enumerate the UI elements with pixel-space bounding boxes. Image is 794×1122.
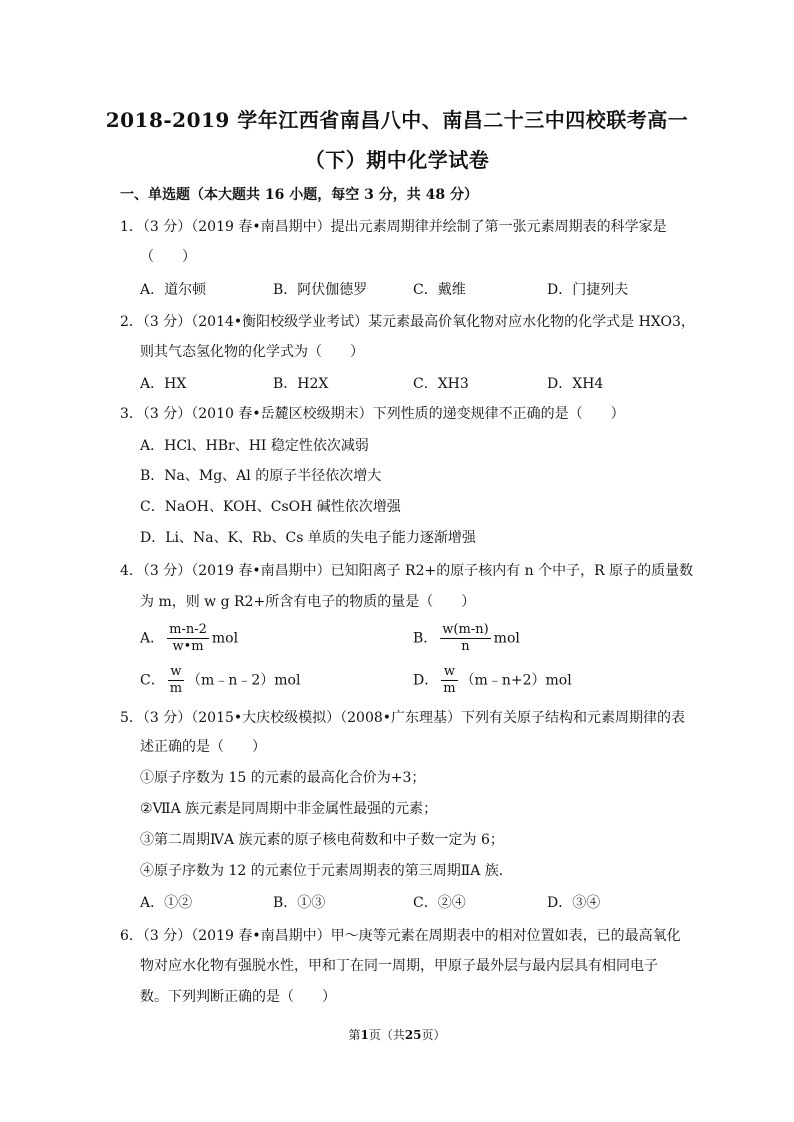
q4-option-c-fraction <box>168 664 184 697</box>
q2-stem-line2: 则其气态氢化物的化学式为（ ） <box>140 344 364 360</box>
q3-option-c: C．NaOH、KOH、CsOH 碱性依次增强 <box>140 499 401 515</box>
q4-option-d-numerator: w <box>441 664 457 681</box>
q4-option-a-fraction <box>167 622 209 655</box>
q4-option-d-fraction <box>441 664 457 697</box>
q5-option-b: B．①③ <box>273 895 326 911</box>
footer-prefix: 第 <box>348 1028 361 1042</box>
exam-title-line2: （下）期中化学试卷 <box>304 148 490 172</box>
q4-option-c-numerator: w <box>168 664 184 681</box>
q4-option-d-tail: （m﹣n+2）mol <box>460 672 572 689</box>
q4-option-c-tail: （m﹣n﹣2）mol <box>187 672 301 689</box>
q2-option-c: C．XH3 <box>413 376 469 392</box>
q5-statement-4: ④原子序数为 12 的元素位于元素周期表的第三周期ⅡA 族. <box>140 863 504 879</box>
q5-statement-1: ①原子序数为 15 的元素的最高化合价为+3； <box>140 770 426 786</box>
q5-option-a: A．①② <box>140 895 193 911</box>
q3-option-d: D．Li、Na、K、Rb、Cs 单质的失电子能力逐渐增强 <box>140 530 476 546</box>
q4-option-c <box>140 664 300 697</box>
q4-option-d-label: D． <box>413 672 439 689</box>
q4-option-a-numerator: m-n-2 <box>169 622 207 637</box>
q5-statement-3: ③第二周期ⅣA 族元素的原子核电荷数和中子数一定为 6； <box>140 832 504 848</box>
exam-title-line1: 2018-2019 学年江西省南昌八中、南昌二十三中四校联考高一 <box>105 108 689 132</box>
q3-option-a: A．HCl、HBr、HI 稳定性依次减弱 <box>140 438 369 454</box>
page-footer <box>0 1026 794 1043</box>
footer-page-number: 1 <box>360 1028 369 1042</box>
q4-option-d <box>413 664 572 697</box>
q4-option-c-denominator: m <box>169 681 183 696</box>
q2-option-d: D．XH4 <box>547 376 604 392</box>
q1-stem-line1: 1．（3 分）（2019 春•南昌期中）提出元素周期律并绘制了第一张元素周期表的科学家是 <box>120 219 667 235</box>
q3-option-b: B．Na、Mg、Al 的原子半径依次增大 <box>140 468 382 484</box>
q4-stem-line2: 为 m，则 w g R2+所含有电子的物质的量是（ ） <box>140 594 476 610</box>
q5-option-c: C．②④ <box>413 895 466 911</box>
footer-total-pages: 25 <box>404 1028 422 1042</box>
q5-statement-2: ②ⅦA 族元素是同周期中非金属性最强的元素； <box>140 801 438 817</box>
q4-option-b <box>413 622 520 655</box>
q2-stem-line1: 2．（3 分）（2014•衡阳校级学业考试）某元素最高价氧化物对应水化物的化学式是 HXO3， <box>120 314 695 330</box>
section-heading: 一、单选题（本大题共 16 小题，每空 3 分，共 48 分） <box>120 187 478 203</box>
q5-stem-line2: 述正确的是（ ） <box>140 739 266 755</box>
q4-option-b-fraction <box>440 622 490 655</box>
q4-option-a <box>140 622 238 655</box>
q4-option-b-label: B． <box>413 630 438 647</box>
q1-option-d: D．门捷列夫 <box>547 282 629 298</box>
q1-option-a: A．道尔顿 <box>140 282 207 298</box>
q1-option-b: B．阿伏伽德罗 <box>273 282 368 298</box>
q4-option-c-label: C． <box>140 672 165 689</box>
q5-stem-line1: 5．（3 分）（2015•大庆校级模拟）（2008•广东理基）下列有关原子结构和元素周期律的表 <box>120 710 686 726</box>
q6-stem-line3: 数。下列判断正确的是（ ） <box>140 989 336 1005</box>
q4-option-b-numerator: w(m-n) <box>442 622 489 637</box>
q4-stem-line1: 4．（3 分）（2019 春•南昌期中）已知阳离子 R2+的原子核内有 n 个中子，R 原子的质量数 <box>120 563 694 579</box>
q6-stem-line2: 物对应水化物有强脱水性，甲和丁在同一周期，甲原子最外层与最内层具有相同电子 <box>140 958 658 974</box>
q2-option-a: A．HX <box>140 376 187 392</box>
q4-option-d-denominator: m <box>443 681 456 696</box>
q6-stem-line1: 6．（3 分）（2019 春•南昌期中）甲～庚等元素在周期表中的相对位置如表，已的最高氧化 <box>120 928 681 944</box>
footer-mid: 页（共 <box>368 1028 405 1042</box>
q5-option-d: D．③④ <box>547 895 601 911</box>
q4-option-a-denominator: w•m <box>172 639 204 654</box>
q4-option-b-denominator: n <box>461 639 470 654</box>
q1-stem-line2: （ ） <box>140 249 196 265</box>
q3-stem-line1: 3．（3 分）（2010 春•岳麓区校级期末）下列性质的递变规律不正确的是（ ） <box>120 406 625 422</box>
q2-option-b: B．H2X <box>273 376 329 392</box>
q1-option-c: C．戴维 <box>413 282 466 298</box>
q4-option-a-unit: mol <box>211 630 239 647</box>
footer-suffix: 页） <box>421 1028 446 1042</box>
q4-option-b-unit: mol <box>493 630 520 647</box>
q4-option-a-label: A． <box>140 630 165 647</box>
